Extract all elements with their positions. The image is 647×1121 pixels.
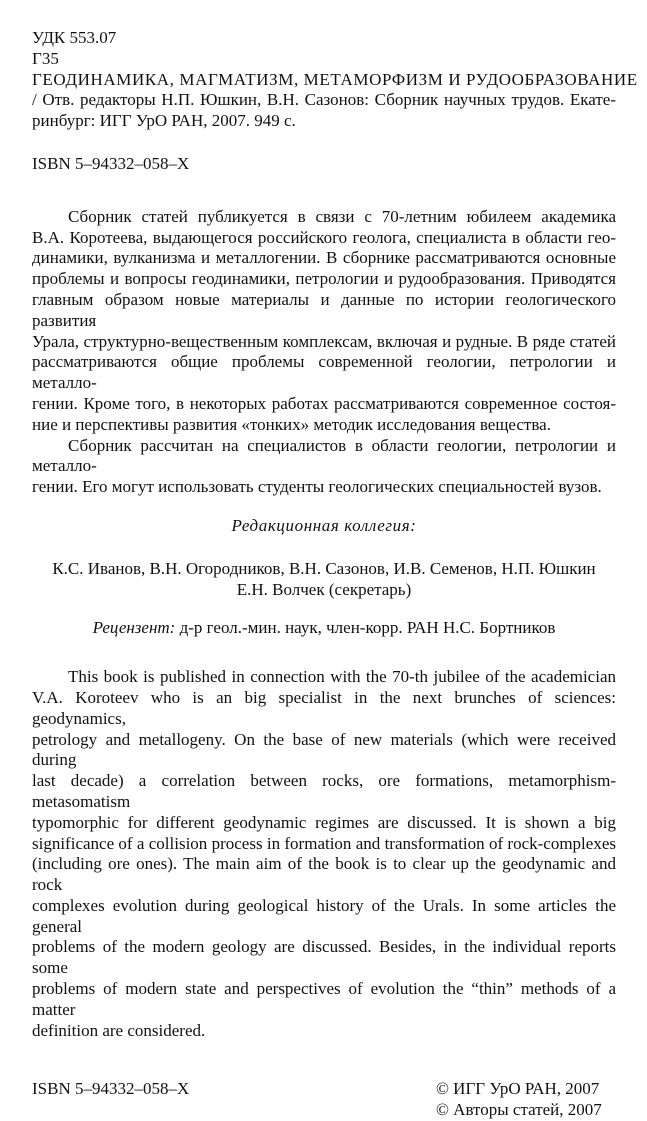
editorial-members: Е.Н. Волчек (секретарь) bbox=[236, 579, 412, 599]
reviewer-line bbox=[32, 618, 616, 639]
abstract-en-line: last decade) a correlation between rocks, ore formations, metamorphism-metasomatism bbox=[32, 771, 616, 811]
abstract-ru-line: Сборник статей публикуется в связи с 70-летним юбилеем академика bbox=[68, 206, 616, 226]
abstract-en-line: problems of the modern geology are discussed. Besides, in the individual reports some bbox=[32, 937, 616, 978]
editorial-members: К.С. Иванов, В.Н. Огородников, В.Н. Сазонов, И.В. Семенов, Н.П. Юшкин bbox=[52, 558, 596, 578]
isbn-bottom: ISBN 5–94332–058–X bbox=[32, 1079, 190, 1099]
reviewer-label: Рецензент: bbox=[92, 618, 176, 638]
abstract-ru-line: гении. Кроме того, в некоторых работах рассматриваются современное состоя- bbox=[32, 393, 616, 413]
copyright-authors: © Авторы статей, 2007 bbox=[436, 1100, 602, 1120]
udk-code: УДК 553.07 bbox=[32, 28, 117, 47]
citation-line: / Отв. редакторы Н.П. Юшкин, В.Н. Сазонов: Сборник научных трудов. Екате- bbox=[32, 90, 616, 110]
abstract-en-line: typomorphic for different geodynamic regimes are discussed. It is shown a big bbox=[32, 812, 616, 832]
abstract-ru-line: гении. Его могут использовать студенты геологических специальностей вузов. bbox=[32, 477, 602, 497]
abstract-ru-line: В.А. Коротеева, выдающегося российского геолога, специалиста в области гео- bbox=[32, 227, 616, 247]
abstract-ru-line: рассматриваются общие проблемы современной геологии, петрологии и металло- bbox=[32, 352, 616, 393]
abstract-ru-line: динамики, вулканизма и металлогении. В сборнике рассматриваются основные bbox=[32, 248, 616, 268]
abstract-ru-line: проблемы и вопросы геодинамики, петрологии и рудообразования. Приводятся bbox=[32, 269, 616, 289]
abstract-ru-line: ние и перспективы развития «тонких» методик исследования вещества. bbox=[32, 414, 551, 434]
abstract-english bbox=[32, 667, 616, 1041]
footer bbox=[32, 1079, 616, 1121]
abstract-ru-line: главным образом новые материалы и данные по истории геологического развития bbox=[32, 289, 616, 330]
reviewer-text: д-р геол.-мин. наук, член-корр. РАН Н.С. Бортников bbox=[179, 618, 556, 638]
library-code: Г35 bbox=[32, 48, 59, 68]
abstract-en-line: significance of a collision process in formation and transformation of rock-complexes bbox=[32, 833, 616, 853]
abstract-en-line: definition are considered. bbox=[32, 1020, 206, 1040]
abstract-ru-line: Сборник рассчитан на специалистов в области геологии, петрологии и металло- bbox=[32, 435, 616, 476]
abstract-ru-line: Урала, структурно-вещественным комплексам, включая и рудные. В ряде статей bbox=[32, 331, 616, 351]
isbn-top: ISBN 5–94332–058–X bbox=[32, 153, 190, 173]
abstract-en-line: V.A. Koroteev who is an big specialist in the next brunches of sciences: geodynamics, bbox=[32, 687, 616, 728]
editorial-board-heading: Редакционная коллегия: bbox=[231, 515, 417, 535]
abstract-en-line: problems of modern state and perspectives of evolution the “thin” methods of a matter bbox=[32, 979, 616, 1019]
abstract-en-line: This book is published in connection with the 70-th jubilee of the academician bbox=[68, 667, 616, 687]
abstract-en-line: (including ore ones). The main aim of the book is to clear up the geodynamic and rock bbox=[32, 854, 616, 895]
abstract-en-line: complexes evolution during geological history of the Urals. In some articles the general bbox=[32, 895, 616, 936]
abstract-en-line: petrology and metallogeny. On the base of new materials (which were received during bbox=[32, 729, 616, 770]
abstract-russian bbox=[32, 207, 616, 498]
book-imprint-page bbox=[32, 28, 638, 1121]
book-title: ГЕОДИНАМИКА, МАГМАТИЗМ, МЕТАМОРФИЗМ И РУДООБРАЗОВАНИЕ bbox=[32, 69, 638, 89]
copyright-institute: © ИГГ УрО РАН, 2007 bbox=[436, 1079, 600, 1099]
copyright-block bbox=[436, 1079, 616, 1121]
citation-line: ринбург: ИГГ УрО РАН, 2007. 949 с. bbox=[32, 111, 296, 131]
